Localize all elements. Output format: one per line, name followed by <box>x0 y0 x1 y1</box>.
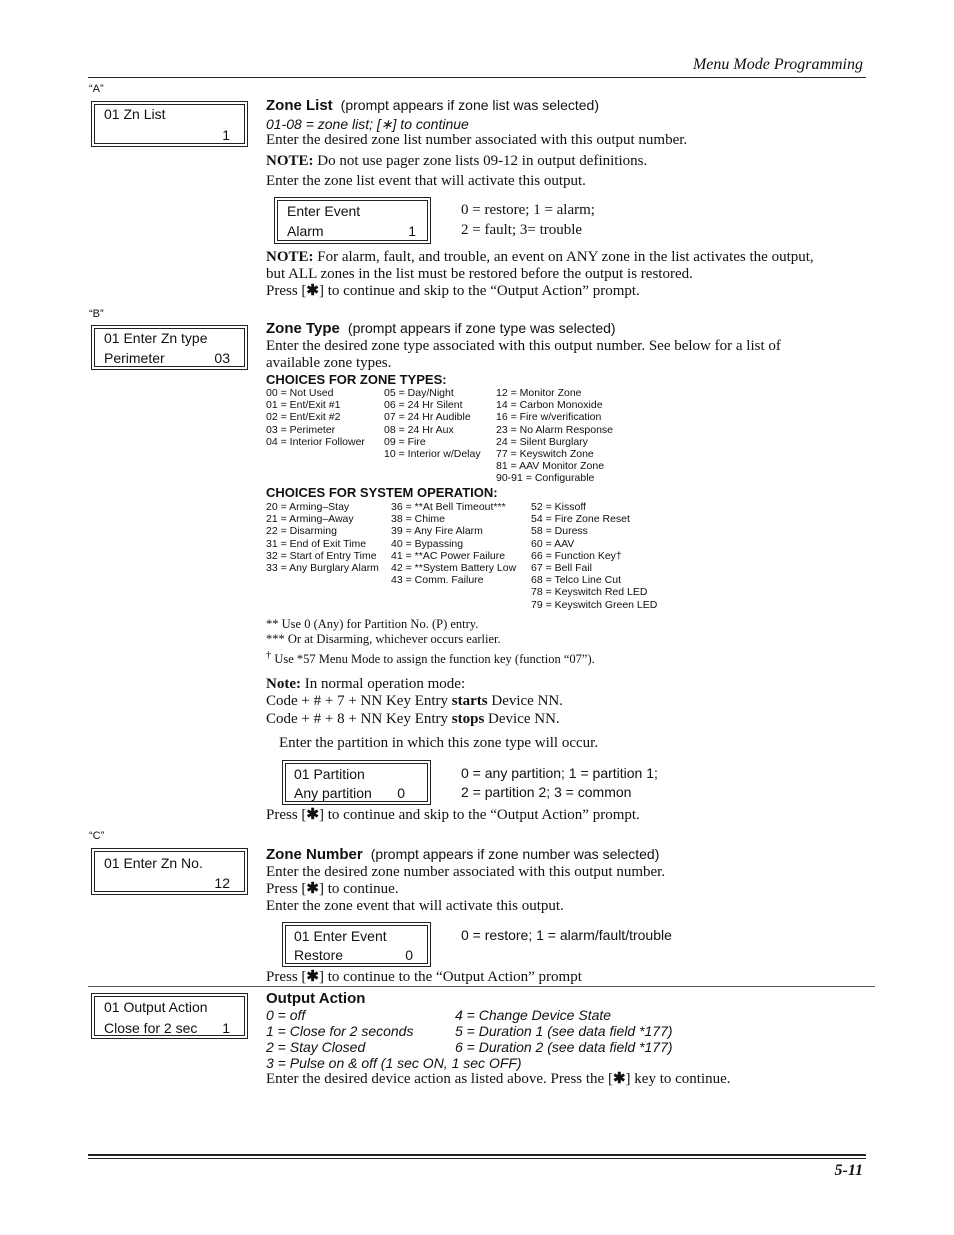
output-action-right-col <box>455 1007 673 1055</box>
operation-note: Note: In normal operation mode: <box>266 676 466 692</box>
list-item: 24 = Silent Burglary <box>496 435 588 448</box>
display-line2: 1 <box>222 127 230 143</box>
display-line1: 01 Output Action <box>104 999 208 1015</box>
list-item: 41 = **AC Power Failure <box>391 549 506 562</box>
display-line1: 01 Enter Event <box>294 928 387 944</box>
star-key-icon: ✱ <box>306 969 319 985</box>
zone-list-event-prompt: Enter the zone list event that will activate this output. <box>266 173 586 189</box>
list-item: 06 = 24 Hr Silent <box>384 399 463 412</box>
display-line2-right: 1 <box>222 1020 230 1036</box>
list-item: 1 = Close for 2 seconds <box>266 1023 414 1039</box>
list-item: 60 = AAV <box>531 537 575 550</box>
partition-options-line1: 0 = any partition; 1 = partition 1; <box>461 765 658 781</box>
display-line2-left: Close for 2 sec <box>104 1020 198 1036</box>
display-zn-no <box>91 848 248 895</box>
list-item: 14 = Carbon Monoxide <box>496 399 603 412</box>
list-item: 01 = Ent/Exit #1 <box>266 399 341 412</box>
list-item: 03 = Perimeter <box>266 423 336 436</box>
list-item: 12 = Monitor Zone <box>496 387 582 399</box>
zone-list-instruction: Enter the desired zone list number associated with this output number. <box>266 132 688 148</box>
display-zn-type <box>91 325 248 370</box>
list-item: 54 = Fire Zone Reset <box>531 513 630 526</box>
zone-list-note2-line2: but ALL zones in the list must be restored before the output is restored. <box>266 266 693 282</box>
zone-list-title: Zone List <box>266 97 333 114</box>
display-enter-event-alarm <box>274 197 431 244</box>
list-item: 77 = Keyswitch Zone <box>496 448 594 461</box>
code-stop: Code + # + 8 + NN Key Entry stops Device NN. <box>266 711 560 727</box>
zone-type-title: Zone Type <box>266 320 340 337</box>
zone-number-heading <box>266 846 659 864</box>
display-line2-right: 1 <box>408 223 416 239</box>
system-operation-heading: CHOICES FOR SYSTEM OPERATION: <box>266 485 498 500</box>
display-line2-left: Restore <box>294 947 344 963</box>
display-enter-event-restore <box>282 922 431 967</box>
star-key-icon: ✱ <box>306 881 319 897</box>
display-line2-left: Perimeter <box>104 350 165 366</box>
footer-rule-thick <box>88 1154 866 1156</box>
display-line1: 01 Zn List <box>104 106 166 122</box>
list-item: 58 = Duress <box>531 525 588 538</box>
display-partition <box>282 760 431 805</box>
list-item: 02 = Ent/Exit #2 <box>266 411 341 424</box>
list-item: 10 = Interior w/Delay <box>384 448 481 461</box>
display-line2-right: 03 <box>214 350 230 366</box>
star-key-icon: ✱ <box>612 1071 626 1087</box>
star-key-icon: ✱ <box>306 283 319 299</box>
display-line2-right: 0 <box>405 947 413 963</box>
zone-number-instruction: Enter the desired zone number associated with this output number. <box>266 864 666 880</box>
partition-prompt: Enter the partition in which this zone type will occur. <box>279 735 599 751</box>
zone-list-hint: 01-08 = zone list; [∗] to continue <box>266 116 469 132</box>
zone-list-subtitle: (prompt appears if zone list was selected) <box>340 97 600 113</box>
list-item: 39 = Any Fire Alarm <box>391 525 483 538</box>
display-line2-right: 0 <box>397 785 405 801</box>
list-item: 67 = Bell Fail <box>531 562 592 575</box>
output-action-title: Output Action <box>266 990 366 1007</box>
footer-rule-thin <box>88 1158 866 1159</box>
list-item: 23 = No Alarm Response <box>496 423 614 436</box>
event-options-line1: 0 = restore; 1 = alarm; <box>461 202 595 218</box>
list-item: 05 = Day/Night <box>384 387 454 399</box>
list-item: 22 = Disarming <box>266 525 337 538</box>
zone-type-heading <box>266 320 616 338</box>
list-item: 38 = Chime <box>391 513 445 526</box>
system-col3 <box>531 501 657 611</box>
list-item: 33 = Any Burglary Alarm <box>266 562 379 575</box>
list-item: 68 = Telco Line Cut <box>531 574 621 587</box>
list-item: 04 = Interior Follower <box>266 435 365 448</box>
list-item: 4 = Change Device State <box>455 1007 612 1023</box>
zone-type-instruction-line1: Enter the desired zone type associated with this output number. See below for a list of <box>266 338 781 354</box>
list-item: 36 = **At Bell Timeout*** <box>391 501 506 513</box>
list-item: 09 = Fire <box>384 435 426 448</box>
list-item: 43 = Comm. Failure <box>391 574 484 587</box>
zone-list-press: Press [✱] to continue and skip to the “Output Action” prompt. <box>266 283 640 299</box>
list-item: 52 = Kissoff <box>531 501 586 513</box>
header-rule <box>88 77 866 78</box>
list-item: 16 = Fire w/verification <box>496 411 602 424</box>
code-start: Code + # + 7 + NN Key Entry starts Device NN. <box>266 693 563 709</box>
list-item: 66 = Function Key† <box>531 549 622 562</box>
display-line1: 01 Enter Zn No. <box>104 855 203 871</box>
zone-number-press: Press [✱] to continue to the “Output Action” prompt <box>266 969 582 985</box>
zone-number-subtitle: (prompt appears if zone number was selected) <box>370 846 660 862</box>
list-item: 40 = Bypassing <box>391 537 464 550</box>
zone-list-heading <box>266 97 599 115</box>
display-line1: Enter Event <box>287 203 361 219</box>
zone-types-col3 <box>496 387 613 485</box>
display-line2-left: Alarm <box>287 223 324 239</box>
label-b: “B” <box>89 308 104 320</box>
footnote-3: † Use *57 Menu Mode to assign the function key (function “07”). <box>266 650 595 667</box>
footnote-1: ** Use 0 (Any) for Partition No. (P) entry. <box>266 617 479 631</box>
zone-type-instruction-line2: available zone types. <box>266 355 392 371</box>
display-line1: 01 Partition <box>294 766 365 782</box>
zone-type-press: Press [✱] to continue and skip to the “Output Action” prompt. <box>266 807 640 823</box>
system-col2 <box>391 501 516 586</box>
section-divider <box>88 986 875 987</box>
list-item: 78 = Keyswitch Red LED <box>531 586 648 599</box>
zone-types-col1 <box>266 387 365 448</box>
list-item: 3 = Pulse on & off (1 sec ON, 1 sec OFF) <box>266 1055 522 1071</box>
star-key-icon: ✱ <box>306 807 319 823</box>
list-item: 20 = Arming–Stay <box>266 501 350 513</box>
running-header: Menu Mode Programming <box>692 56 863 73</box>
zone-number-press-continue: Press [✱] to continue. <box>266 881 399 897</box>
list-item: 08 = 24 Hr Aux <box>384 423 454 436</box>
label-c: “C” <box>89 830 105 842</box>
page-number: 5-11 <box>834 1162 863 1179</box>
list-item: 81 = AAV Monitor Zone <box>496 460 605 473</box>
list-item: 5 = Duration 1 (see data field *177) <box>455 1023 673 1039</box>
list-item: 00 = Not Used <box>266 387 334 399</box>
list-item: 32 = Start of Entry Time <box>266 549 377 562</box>
display-line2: 12 <box>214 875 230 891</box>
display-line2-left: Any partition <box>294 785 372 801</box>
zone-event-options: 0 = restore; 1 = alarm/fault/trouble <box>461 927 672 943</box>
list-item: 07 = 24 Hr Audible <box>384 411 471 424</box>
partition-options-line2: 2 = partition 2; 3 = common <box>461 784 632 800</box>
event-options-line2: 2 = fault; 3= trouble <box>461 222 583 238</box>
zone-number-event-prompt: Enter the zone event that will activate this output. <box>266 898 564 914</box>
zone-list-note2-line1: NOTE: For alarm, fault, and trouble, an event on ANY zone in the list activates the output, <box>266 249 814 265</box>
list-item: 42 = **System Battery Low <box>391 562 517 575</box>
zone-types-heading: CHOICES FOR ZONE TYPES: <box>266 372 447 387</box>
list-item: 90-91 = Configurable <box>496 472 595 485</box>
zone-types-col2 <box>384 387 481 460</box>
display-zn-list <box>91 101 248 147</box>
label-a: “A” <box>89 83 104 95</box>
zone-list-note: NOTE: Do not use pager zone lists 09-12 in output definitions. <box>266 153 648 169</box>
list-item: 0 = off <box>266 1007 306 1023</box>
output-action-instruction: Enter the desired device action as listed above. Press the [✱] key to continue. <box>266 1071 731 1087</box>
display-line1: 01 Enter Zn type <box>104 330 208 346</box>
system-col1 <box>266 501 379 574</box>
footnote-2: *** Or at Disarming, whichever occurs earlier. <box>266 632 501 646</box>
list-item: 31 = End of Exit Time <box>266 537 367 550</box>
list-item: 2 = Stay Closed <box>266 1039 366 1055</box>
zone-number-title: Zone Number <box>266 846 363 863</box>
list-item: 6 = Duration 2 (see data field *177) <box>455 1039 673 1055</box>
list-item: 21 = Arming–Away <box>266 513 354 526</box>
zone-type-subtitle: (prompt appears if zone type was selected) <box>347 320 616 336</box>
display-output-action <box>91 993 248 1039</box>
list-item: 79 = Keyswitch Green LED <box>531 598 658 611</box>
